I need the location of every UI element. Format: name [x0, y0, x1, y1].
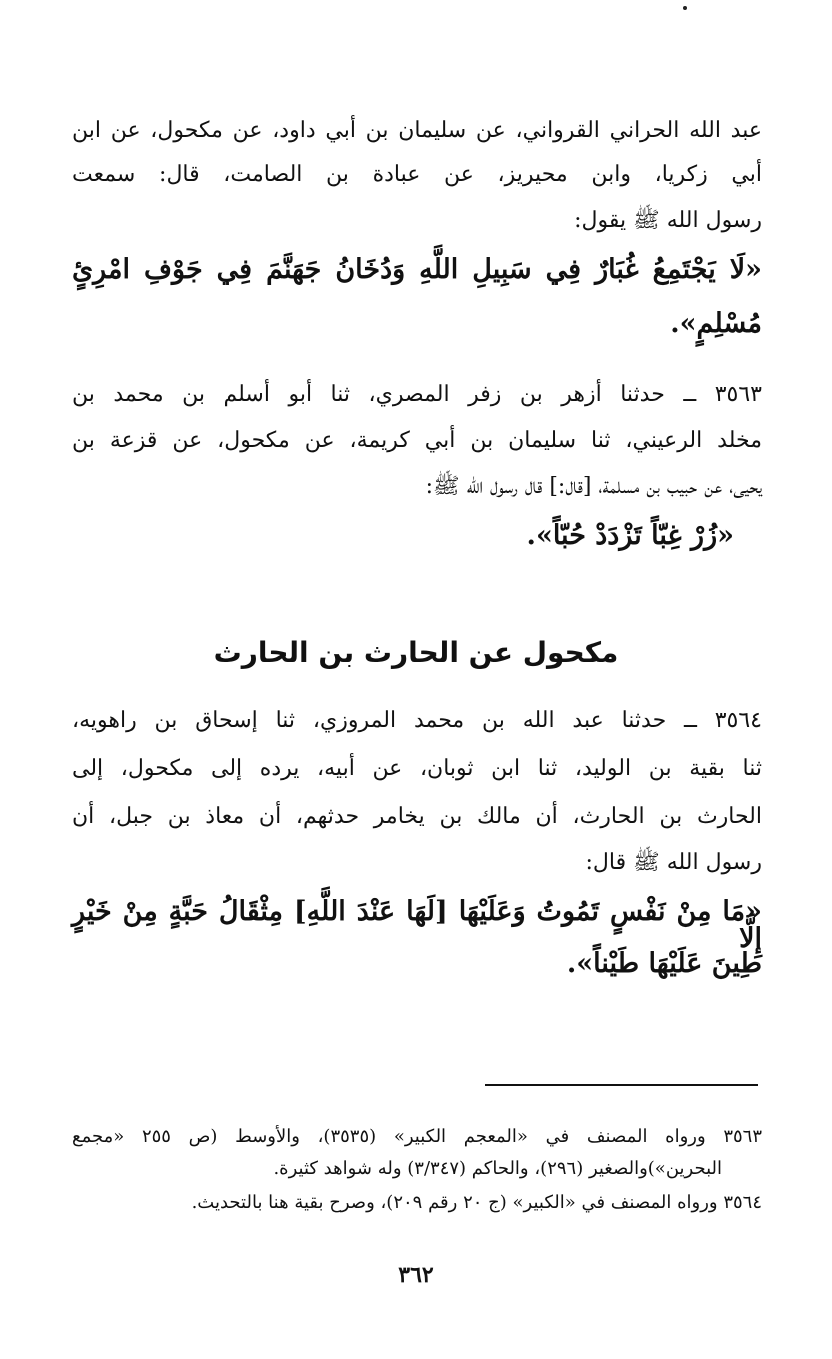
stray-mark [683, 6, 687, 10]
footnote-line: البحرين»)والصغير (٢٩٦)، والحاكم (٣/٣٤٧) وله شواهد كثيرة. [273, 1158, 722, 1179]
text-line: أبي زكريا، وابن محيريز، عن عبادة بن الصامت، قال: سمعت [72, 162, 762, 187]
chapter-heading: مكحول عن الحارث بن الحارث [213, 636, 619, 669]
text-line: عبد الله الحراني القرواني، عن سليمان بن أبي داود، عن مكحول، عن ابن [72, 118, 762, 143]
text-line: رسول الله ﷺ يقول: [574, 208, 762, 233]
text-line: مخلد الرعيني، ثنا سليمان بن أبي كريمة، عن مكحول، عن قزعة بن [72, 428, 762, 453]
text-line: ٣٥٦٣ ــ حدثنا أزهر بن زفر المصري، ثنا أبو أسلم بن محمد بن [72, 382, 762, 407]
hadith-text: «لَا يَجْتَمِعُ غُبَارٌ فِي سَبِيلِ اللَّهِ وَدُخَانُ جَهَنَّمَ فِي جَوْفِ امْرِئٍ [72, 254, 762, 285]
hadith-text: «مَا مِنْ نَفْسٍ تَمُوتُ وَعَلَيْهَا [لَهَا عَنْدَ اللَّهِ] مِثْقَالُ حَبَّةٍ مِنْ خَيْرٍ إِلَّا [72, 896, 762, 954]
text-line: يحيى، عن حبيب بن مسلمة، [قال:] قال رسول الله ﷺ: [425, 474, 762, 499]
text-line: ٣٥٦٤ ــ حدثنا عبد الله بن محمد المروزي، ثنا إسحاق بن راهويه، [72, 708, 762, 733]
hadith-text: طِينَ عَلَيْهَا طَيْناً». [566, 948, 762, 979]
footnote-line: ٣٥٦٣ ورواه المصنف في «المعجم الكبير» (٣٥٣٥)، والأوسط (ص ٢٥٥ «مجمع [72, 1126, 762, 1147]
text-line: رسول الله ﷺ قال: [585, 850, 762, 875]
footnote-line: ٣٥٦٤ ورواه المصنف في «الكبير» (ج ٢٠ رقم ٢٠٩)، وصرح بقية هنا بالتحديث. [191, 1192, 762, 1213]
hadith-text: «زُرْ غِبّاً تَزْدَدْ حُبّاً». [526, 520, 734, 551]
text-line: ثنا بقية بن الوليد، ثنا ابن ثوبان، عن أبيه، يرده إلى مكحول، إلى [72, 756, 762, 781]
text-line: الحارث بن الحارث، أن مالك بن يخامر حدثهم، أن معاذ بن جبل، أن [72, 804, 762, 829]
footnote-separator [485, 1084, 758, 1086]
page-number: ٣٦٢ [398, 1262, 434, 1288]
hadith-text: مُسْلِمٍ». [670, 308, 762, 339]
